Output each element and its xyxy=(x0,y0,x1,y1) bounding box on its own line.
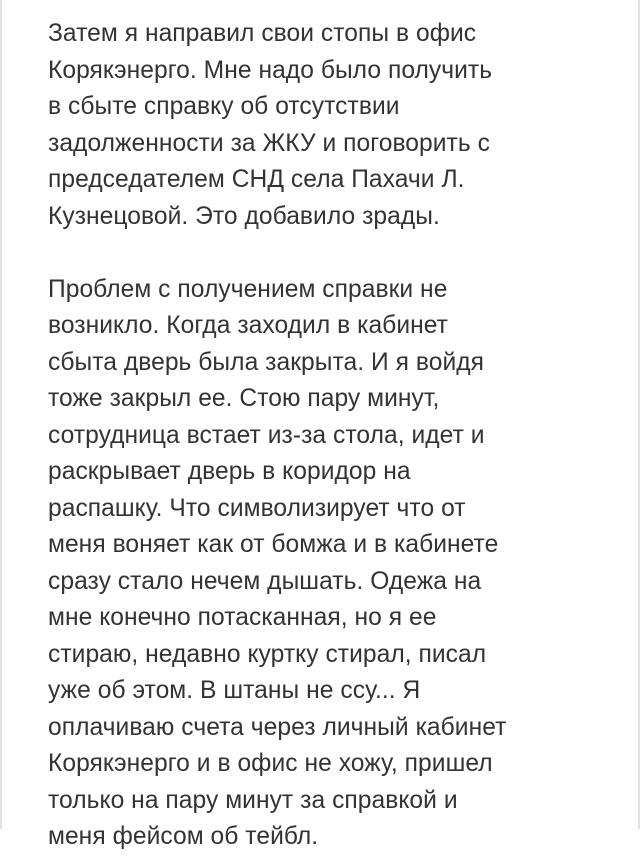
text-line: только на пару минут за справкой и xyxy=(48,786,458,814)
text-line: уже об этом. В штаны не ссу... Я xyxy=(48,677,421,704)
text-line: распашку. Что символизирует что от xyxy=(48,494,466,522)
article-text xyxy=(48,16,568,856)
text-line: оплачиваю счета через личный кабинет xyxy=(48,713,507,741)
text-line: сотрудница встает из-за стола, идет и xyxy=(48,421,485,449)
text-line: в сбыте справку об отсутствии xyxy=(48,93,400,120)
text-line: тоже закрыл ее. Стою пару минут, xyxy=(48,385,440,412)
text-line: меня воняет как от бомжа и в кабинете xyxy=(48,531,499,558)
text-line: меня фейсом об тейбл. xyxy=(48,823,319,850)
text-line: сразу стало нечем дышать. Одежа на xyxy=(48,567,482,595)
text-line: раскрывает дверь в коридор на xyxy=(48,458,411,485)
text-line: возникло. Когда заходил в кабинет xyxy=(48,312,448,339)
text-line: мне конечно потасканная, но я ее xyxy=(48,604,437,631)
text-line: Кузнецовой. Это добавило зрады. xyxy=(48,202,440,230)
text-line: Корякэнерго. Мне надо было получить xyxy=(48,56,493,84)
paragraph-1 xyxy=(48,16,568,235)
text-line: Проблем с получением справки не xyxy=(48,275,448,303)
text-line: председателем СНД села Пахачи Л. xyxy=(48,166,465,193)
text-line: Затем я направил свои стопы в офис xyxy=(48,20,477,47)
text-line: Корякэнерго и в офис не хожу, пришел xyxy=(48,750,493,777)
paragraph-2 xyxy=(48,272,568,856)
text-line: задолженности за ЖКУ и поговорить с xyxy=(48,129,490,157)
text-line: сбыта дверь была закрыта. И я войдя xyxy=(48,348,485,376)
text-line: стираю, недавно куртку стирал, писал xyxy=(48,640,487,668)
